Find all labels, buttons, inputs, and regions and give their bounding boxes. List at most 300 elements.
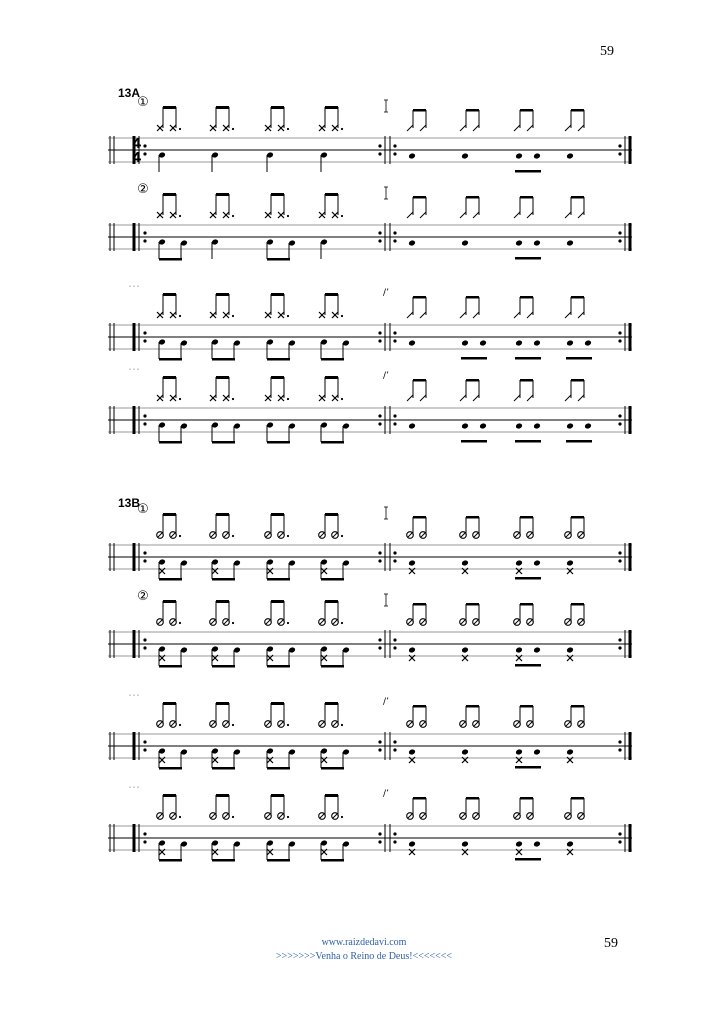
note-beam: [321, 358, 344, 361]
repeat-dot: [393, 231, 396, 234]
note-beam: [163, 513, 176, 516]
note-beam: [216, 794, 229, 797]
beat-group: [157, 376, 188, 444]
drum-notehead: [461, 560, 469, 567]
open-hihat-notehead: [460, 532, 467, 539]
note-beam: [466, 196, 479, 199]
drum-notehead: [515, 560, 523, 567]
cymbal-x-notehead: [278, 395, 284, 401]
note-beam: [571, 603, 584, 606]
repeat-dot: [618, 748, 621, 751]
page-number-top: 59: [600, 44, 614, 59]
note-beam: [466, 603, 479, 606]
note-beam: [271, 702, 284, 705]
note-beam: [216, 293, 229, 296]
repeat-dot: [618, 231, 621, 234]
note-beam: [325, 106, 338, 109]
open-hihat-notehead: [210, 813, 217, 820]
cymbal-x-notehead: [170, 125, 176, 131]
repeat-dot: [378, 231, 381, 234]
open-hihat-notehead: [157, 813, 164, 820]
open-hihat-notehead: [265, 532, 272, 539]
repeat-dot: [143, 339, 146, 342]
note-beam: [271, 794, 284, 797]
drum-notehead: [515, 153, 523, 160]
note-beam: [321, 665, 344, 668]
note-beam: [466, 379, 479, 382]
note-beam: [413, 109, 426, 112]
note-beam: [413, 797, 426, 800]
open-hihat-notehead: [332, 721, 339, 728]
slash-notehead: [420, 125, 426, 131]
slash-notehead: [514, 125, 520, 131]
open-hihat-notehead: [278, 813, 285, 820]
beat-group: [460, 379, 487, 443]
drum-system: [108, 786, 632, 862]
open-hihat-notehead: [514, 619, 521, 626]
dot: [232, 724, 234, 726]
beat-group: [319, 513, 350, 581]
open-hihat-notehead: [332, 619, 339, 626]
repeat-dot: [143, 832, 146, 835]
note-beam: [267, 358, 290, 361]
repeat-dot: [378, 414, 381, 417]
small-annotation: ˙˙˙: [128, 368, 140, 377]
note-beam: [520, 603, 533, 606]
note-beam: [163, 702, 176, 705]
variation-marker: ②: [137, 589, 149, 604]
slash-notehead: [578, 212, 584, 218]
note-beam: [159, 859, 182, 862]
small-annotation: ∕’: [383, 288, 389, 298]
dot: [179, 816, 181, 818]
repeat-dot: [618, 551, 621, 554]
slash-notehead: [527, 312, 533, 318]
dot: [341, 315, 343, 317]
repeat-dot: [378, 551, 381, 554]
dot: [341, 622, 343, 624]
repeat-dot: [143, 740, 146, 743]
note-beam: [413, 296, 426, 299]
slash-notehead: [407, 312, 413, 318]
note-beam: [571, 797, 584, 800]
repeat-dot: [618, 740, 621, 743]
dot: [341, 724, 343, 726]
repeat-dot: [393, 646, 396, 649]
drum-notehead: [566, 240, 574, 247]
drum-notehead: [533, 749, 541, 756]
repeat-dot: [393, 832, 396, 835]
open-hihat-notehead: [265, 721, 272, 728]
beat-group: [407, 109, 426, 159]
dot: [287, 816, 289, 818]
cymbal-x-notehead: [223, 395, 229, 401]
slash-notehead: [473, 125, 479, 131]
dot: [287, 315, 289, 317]
open-hihat-notehead: [514, 721, 521, 728]
note-beam: [466, 705, 479, 708]
repeat-dot: [393, 638, 396, 641]
open-hihat-notehead: [527, 532, 534, 539]
slash-notehead: [565, 312, 571, 318]
drum-system: [108, 502, 632, 581]
note-beam: [321, 441, 344, 444]
variation-marker: ①: [137, 502, 149, 517]
open-hihat-notehead: [473, 619, 480, 626]
repeat-dot: [618, 638, 621, 641]
repeat-dot: [378, 331, 381, 334]
drum-notehead: [566, 841, 574, 848]
repeat-dot: [143, 638, 146, 641]
repeat-dot: [143, 551, 146, 554]
beat-group: [514, 516, 541, 580]
slash-notehead: [420, 395, 426, 401]
small-annotation: ∕’: [383, 371, 389, 381]
note-beam: [325, 702, 338, 705]
slash-notehead: [460, 312, 466, 318]
beat-group: [565, 296, 592, 360]
drum-notehead: [461, 749, 469, 756]
note-beam: [566, 357, 592, 360]
slash-notehead: [473, 312, 479, 318]
beat-group: [210, 293, 241, 361]
variation-marker: ①: [137, 95, 149, 110]
beat-group: [565, 379, 592, 443]
repeat-dot: [143, 231, 146, 234]
beat-group: [210, 600, 241, 668]
cymbal-x-notehead: [332, 212, 338, 218]
drum-notehead: [533, 340, 541, 347]
cymbal-x-notehead: [170, 212, 176, 218]
note-beam: [413, 603, 426, 606]
note-beam: [520, 109, 533, 112]
dot: [341, 535, 343, 537]
beat-group: [514, 296, 541, 360]
note-beam: [520, 797, 533, 800]
slash-notehead: [578, 125, 584, 131]
cymbal-x-notehead: [170, 312, 176, 318]
drum-notehead: [533, 153, 541, 160]
repeat-dot: [143, 559, 146, 562]
drum-notehead: [461, 340, 469, 347]
note-beam: [325, 193, 338, 196]
note-beam: [163, 293, 176, 296]
drum-notehead: [566, 423, 574, 430]
repeat-dot: [378, 422, 381, 425]
drum-notehead: [408, 560, 416, 567]
note-beam: [413, 516, 426, 519]
open-hihat-notehead: [278, 532, 285, 539]
beat-group: [210, 376, 241, 444]
drum-notehead: [566, 340, 574, 347]
open-hihat-notehead: [223, 721, 230, 728]
slash-notehead: [565, 125, 571, 131]
beat-group: [319, 376, 350, 444]
beat-group: [460, 109, 479, 159]
drum-notehead: [515, 240, 523, 247]
note-beam: [571, 109, 584, 112]
open-hihat-notehead: [565, 813, 572, 820]
note-beam: [566, 440, 592, 443]
repeat-dot: [618, 422, 621, 425]
note-beam: [271, 193, 284, 196]
open-hihat-notehead: [210, 532, 217, 539]
open-hihat-notehead: [460, 721, 467, 728]
open-hihat-notehead: [210, 619, 217, 626]
open-hihat-notehead: [332, 813, 339, 820]
beat-group: [157, 293, 188, 361]
open-hihat-notehead: [278, 721, 285, 728]
drum-notehead: [515, 340, 523, 347]
note-beam: [216, 106, 229, 109]
cymbal-x-notehead: [223, 125, 229, 131]
open-hihat-notehead: [170, 619, 177, 626]
repeat-dot: [393, 748, 396, 751]
open-hihat-notehead: [565, 619, 572, 626]
note-beam: [212, 441, 235, 444]
note-beam: [466, 516, 479, 519]
beat-group: [514, 603, 541, 667]
section-label-13a: 13A: [118, 86, 141, 100]
drum-notehead: [566, 153, 574, 160]
drum-notehead: [461, 153, 469, 160]
note-beam: [216, 702, 229, 705]
page-number-bottom: 59: [604, 936, 618, 951]
dot: [287, 215, 289, 217]
drum-notehead: [479, 423, 487, 430]
dot: [341, 398, 343, 400]
dot: [287, 724, 289, 726]
open-hihat-notehead: [527, 721, 534, 728]
drum-notehead: [479, 340, 487, 347]
dot: [232, 315, 234, 317]
cymbal-x-notehead: [265, 312, 271, 318]
note-beam: [159, 578, 182, 581]
small-annotation: ∕’: [383, 789, 389, 799]
repeat-dot: [143, 646, 146, 649]
note-beam: [212, 859, 235, 862]
drum-notehead: [584, 340, 592, 347]
dot: [179, 315, 181, 317]
repeat-dot: [393, 331, 396, 334]
repeat-dot: [143, 840, 146, 843]
small-annotation: ˙˙˙: [128, 694, 140, 703]
note-beam: [520, 705, 533, 708]
repeat-dot: [393, 414, 396, 417]
note-beam: [216, 376, 229, 379]
open-hihat-notehead: [319, 619, 326, 626]
beat-group: [157, 600, 188, 668]
drum-notehead: [533, 240, 541, 247]
repeat-dot: [393, 740, 396, 743]
cymbal-x-notehead: [210, 125, 216, 131]
open-hihat-notehead: [420, 619, 427, 626]
drum-notehead: [533, 841, 541, 848]
open-hihat-notehead: [420, 532, 427, 539]
note-beam: [212, 358, 235, 361]
note-beam: [466, 797, 479, 800]
note-beam: [321, 859, 344, 862]
drum-system: [108, 694, 632, 770]
dot: [179, 724, 181, 726]
note-beam: [571, 379, 584, 382]
beat-group: [157, 513, 188, 581]
note-beam: [271, 293, 284, 296]
note-beam: [461, 357, 487, 360]
repeat-dot: [618, 144, 621, 147]
slash-notehead: [578, 395, 584, 401]
open-hihat-notehead: [265, 813, 272, 820]
open-hihat-notehead: [332, 532, 339, 539]
cymbal-x-notehead: [157, 125, 163, 131]
cymbal-x-notehead: [319, 212, 325, 218]
dot: [232, 535, 234, 537]
note-beam: [159, 767, 182, 770]
drum-notehead: [515, 423, 523, 430]
note-beam: [216, 513, 229, 516]
time-signature-bottom: 4: [132, 151, 142, 166]
cymbal-x-notehead: [157, 312, 163, 318]
note-beam: [571, 516, 584, 519]
slash-notehead: [473, 212, 479, 218]
open-hihat-notehead: [578, 721, 585, 728]
dot: [232, 128, 234, 130]
note-beam: [271, 600, 284, 603]
beat-group: [265, 702, 296, 770]
note-beam: [515, 257, 541, 260]
slash-notehead: [407, 212, 413, 218]
cymbal-x-notehead: [223, 212, 229, 218]
repeat-dot: [618, 239, 621, 242]
note-beam: [515, 577, 541, 580]
repeat-dot: [393, 551, 396, 554]
repeat-dot: [143, 414, 146, 417]
note-beam: [321, 578, 344, 581]
open-hihat-notehead: [223, 532, 230, 539]
slash-notehead: [460, 125, 466, 131]
repeat-dot: [393, 144, 396, 147]
slash-notehead: [407, 125, 413, 131]
repeat-dot: [143, 144, 146, 147]
slash-notehead: [527, 395, 533, 401]
open-hihat-notehead: [460, 813, 467, 820]
slash-notehead: [420, 312, 426, 318]
open-hihat-notehead: [157, 619, 164, 626]
drum-notehead: [408, 647, 416, 654]
cymbal-x-notehead: [278, 312, 284, 318]
beat-group: [157, 702, 188, 770]
note-beam: [413, 379, 426, 382]
beat-group: [265, 600, 296, 668]
beat-group: [265, 193, 296, 261]
repeat-dot: [143, 239, 146, 242]
drum-notehead: [515, 749, 523, 756]
cymbal-x-notehead: [210, 212, 216, 218]
beat-group: [460, 196, 479, 246]
repeat-dot: [618, 646, 621, 649]
note-beam: [515, 357, 541, 360]
repeat-dot: [618, 152, 621, 155]
dot: [179, 622, 181, 624]
note-beam: [159, 441, 182, 444]
repeat-dot: [618, 840, 621, 843]
open-hihat-notehead: [223, 619, 230, 626]
beat-group: [407, 379, 426, 429]
drum-notehead: [408, 153, 416, 160]
small-annotation: ∕’: [383, 697, 389, 707]
beat-group: [514, 196, 541, 260]
dot: [179, 398, 181, 400]
dot: [287, 535, 289, 537]
drum-system: [108, 95, 632, 173]
cymbal-x-notehead: [210, 312, 216, 318]
beat-group: [265, 794, 296, 862]
time-signature-top: 4: [132, 137, 142, 152]
footer-website[interactable]: www.raizdedavi.com: [321, 937, 407, 948]
dot: [287, 398, 289, 400]
slash-notehead: [514, 312, 520, 318]
drum-notehead: [566, 749, 574, 756]
repeat-dot: [618, 832, 621, 835]
open-hihat-notehead: [407, 619, 414, 626]
open-hihat-notehead: [473, 721, 480, 728]
note-beam: [325, 600, 338, 603]
cymbal-x-notehead: [265, 395, 271, 401]
dot: [179, 535, 181, 537]
beat-group: [265, 513, 296, 581]
cymbal-x-notehead: [157, 395, 163, 401]
note-beam: [515, 170, 541, 173]
drum-notehead: [584, 423, 592, 430]
note-beam: [515, 858, 541, 861]
note-beam: [216, 193, 229, 196]
dot: [287, 128, 289, 130]
open-hihat-notehead: [223, 813, 230, 820]
open-hihat-notehead: [527, 619, 534, 626]
drum-notehead: [515, 841, 523, 848]
open-hihat-notehead: [514, 813, 521, 820]
beat-group: [210, 794, 241, 862]
open-hihat-notehead: [319, 813, 326, 820]
open-hihat-notehead: [170, 721, 177, 728]
slash-notehead: [460, 212, 466, 218]
beat-group: [319, 293, 350, 361]
dot: [341, 128, 343, 130]
open-hihat-notehead: [170, 813, 177, 820]
note-beam: [212, 767, 235, 770]
open-hihat-notehead: [460, 619, 467, 626]
dot: [287, 622, 289, 624]
note-beam: [325, 376, 338, 379]
beat-group: [514, 379, 541, 443]
beat-group: [210, 513, 241, 581]
beat-group: [565, 109, 584, 159]
slash-notehead: [420, 212, 426, 218]
note-beam: [163, 193, 176, 196]
slash-notehead: [514, 395, 520, 401]
slash-notehead: [514, 212, 520, 218]
beat-group: [265, 376, 296, 444]
note-beam: [159, 258, 182, 261]
drum-notehead: [533, 423, 541, 430]
open-hihat-notehead: [514, 532, 521, 539]
repeat-dot: [393, 152, 396, 155]
drum-system: [108, 182, 632, 261]
drum-system: [108, 589, 632, 668]
note-beam: [461, 440, 487, 443]
repeat-dot: [378, 740, 381, 743]
cymbal-x-notehead: [265, 125, 271, 131]
